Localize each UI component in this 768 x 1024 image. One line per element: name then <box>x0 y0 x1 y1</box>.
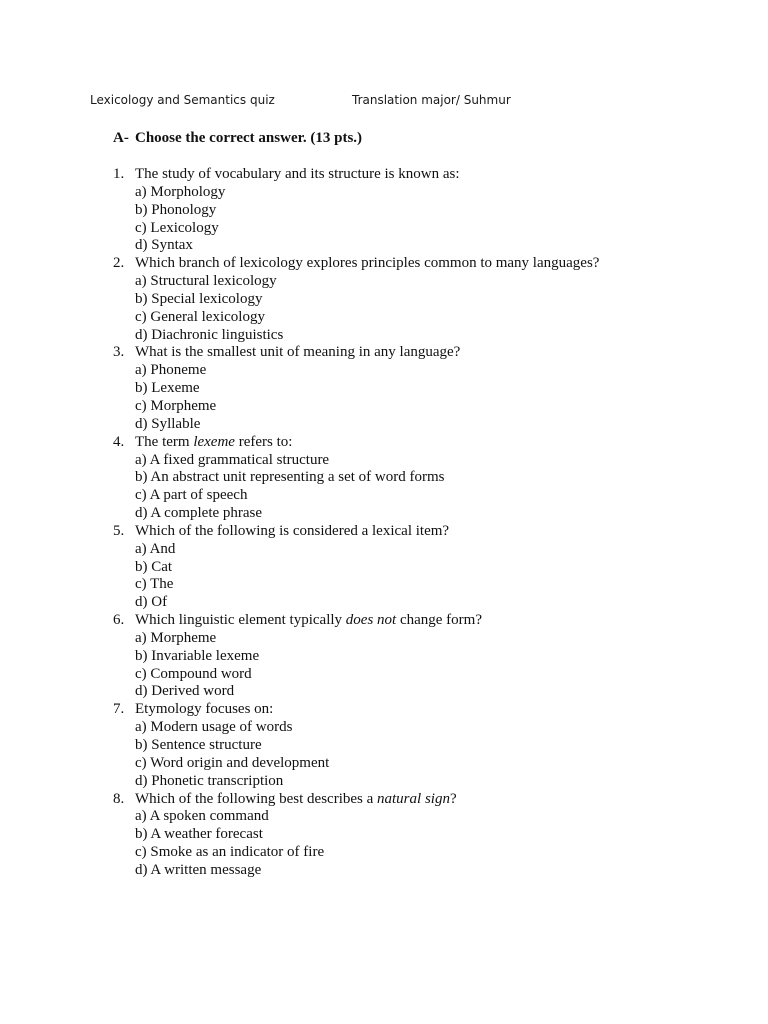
stem-text: refers to: <box>234 433 293 450</box>
answer-option: b) Invariable lexeme <box>135 647 260 664</box>
answer-option: d) A written message <box>135 861 262 878</box>
answer-option: b) A weather forecast <box>135 826 263 843</box>
question-item <box>113 612 733 701</box>
question-number: 3. <box>113 344 125 361</box>
answer-option: a) Morpheme <box>135 629 217 646</box>
stem-text: Etymology focuses on: <box>135 701 274 718</box>
section-instruction: Choose the correct answer. (13 pts.) <box>135 130 363 146</box>
answer-option: a) Structural lexicology <box>135 273 277 290</box>
question-item <box>113 255 733 344</box>
answer-options <box>135 184 733 255</box>
answer-option: c) Word origin and development <box>135 754 330 771</box>
question-stem <box>135 344 733 362</box>
answer-option: a) Phoneme <box>135 362 207 379</box>
stem-text: ? <box>449 790 457 807</box>
course-title: Lexicology and Semantics quiz <box>90 93 275 107</box>
question-number: 4. <box>113 433 125 450</box>
answer-options <box>135 273 733 344</box>
answer-options <box>135 719 733 790</box>
stem-text: The study of vocabulary and its structure is known as: <box>135 166 460 182</box>
answer-option: b) Sentence structure <box>135 737 262 753</box>
answer-option: b) Cat <box>135 558 173 575</box>
answer-options <box>135 541 733 612</box>
stem-emphasis: does not <box>345 612 397 629</box>
answer-option: d) Syllable <box>135 415 201 432</box>
question-item <box>113 344 733 433</box>
answer-option: b) Lexeme <box>135 380 200 397</box>
question-item <box>113 166 733 255</box>
answer-option: b) Special lexicology <box>135 290 263 307</box>
answer-option: d) Phonetic transcription <box>135 772 284 789</box>
question-stem <box>135 701 733 719</box>
answer-option: d) Of <box>135 594 168 611</box>
question-number: 7. <box>113 701 125 718</box>
answer-option: a) A spoken command <box>135 808 269 825</box>
answer-option: d) Syntax <box>135 237 193 254</box>
section-letter: A- <box>113 130 129 146</box>
answer-option: c) Lexicology <box>135 219 219 236</box>
program-label: Translation major/ Suhmur <box>352 93 511 107</box>
stem-text: Which linguistic element typically <box>135 612 346 629</box>
question-stem <box>135 255 733 273</box>
question-item <box>113 791 733 880</box>
answer-option: b) Phonology <box>135 201 217 218</box>
answer-option: c) Compound word <box>135 665 252 682</box>
answer-option: b) An abstract unit representing a set of word forms <box>135 469 445 486</box>
question-number: 6. <box>113 612 125 629</box>
answer-option: c) A part of speech <box>135 487 248 504</box>
stem-emphasis: lexeme <box>193 433 235 450</box>
question-item <box>113 523 733 612</box>
question-number: 8. <box>113 790 125 807</box>
stem-text: change form? <box>396 612 482 629</box>
stem-emphasis: natural sign <box>377 790 450 807</box>
answer-option: c) General lexicology <box>135 308 265 325</box>
stem-text: The term <box>135 433 194 450</box>
answer-options <box>135 452 733 523</box>
answer-option: c) Smoke as an indicator of fire <box>135 844 325 861</box>
answer-options <box>135 630 733 701</box>
answer-option: d) Derived word <box>135 683 235 700</box>
question-number: 1. <box>113 166 125 182</box>
answer-option: a) A fixed grammatical structure <box>135 451 330 468</box>
stem-text: What is the smallest unit of meaning in any language? <box>135 344 461 361</box>
stem-text: Which of the following is considered a lexical item? <box>135 522 450 539</box>
answer-option: d) A complete phrase <box>135 505 263 522</box>
answer-option: d) Diachronic linguistics <box>135 326 284 343</box>
question-stem <box>135 791 733 809</box>
page-header <box>90 93 690 111</box>
section-heading <box>113 130 362 147</box>
question-list <box>113 166 733 880</box>
answer-option: a) And <box>135 540 176 557</box>
question-stem <box>135 612 733 630</box>
question-stem <box>135 166 733 184</box>
question-item <box>113 701 733 790</box>
question-stem <box>135 434 733 452</box>
question-number: 2. <box>113 255 125 272</box>
question-item <box>113 434 733 523</box>
answer-option: c) The <box>135 576 174 593</box>
stem-text: Which branch of lexicology explores principles common to many languages? <box>135 255 600 272</box>
answer-options <box>135 808 733 879</box>
answer-option: a) Modern usage of words <box>135 719 293 736</box>
answer-option: a) Morphology <box>135 183 226 200</box>
question-number: 5. <box>113 522 125 539</box>
answer-option: c) Morpheme <box>135 397 217 414</box>
question-stem <box>135 523 733 541</box>
answer-options <box>135 362 733 433</box>
stem-text: Which of the following best describes a <box>135 790 378 807</box>
